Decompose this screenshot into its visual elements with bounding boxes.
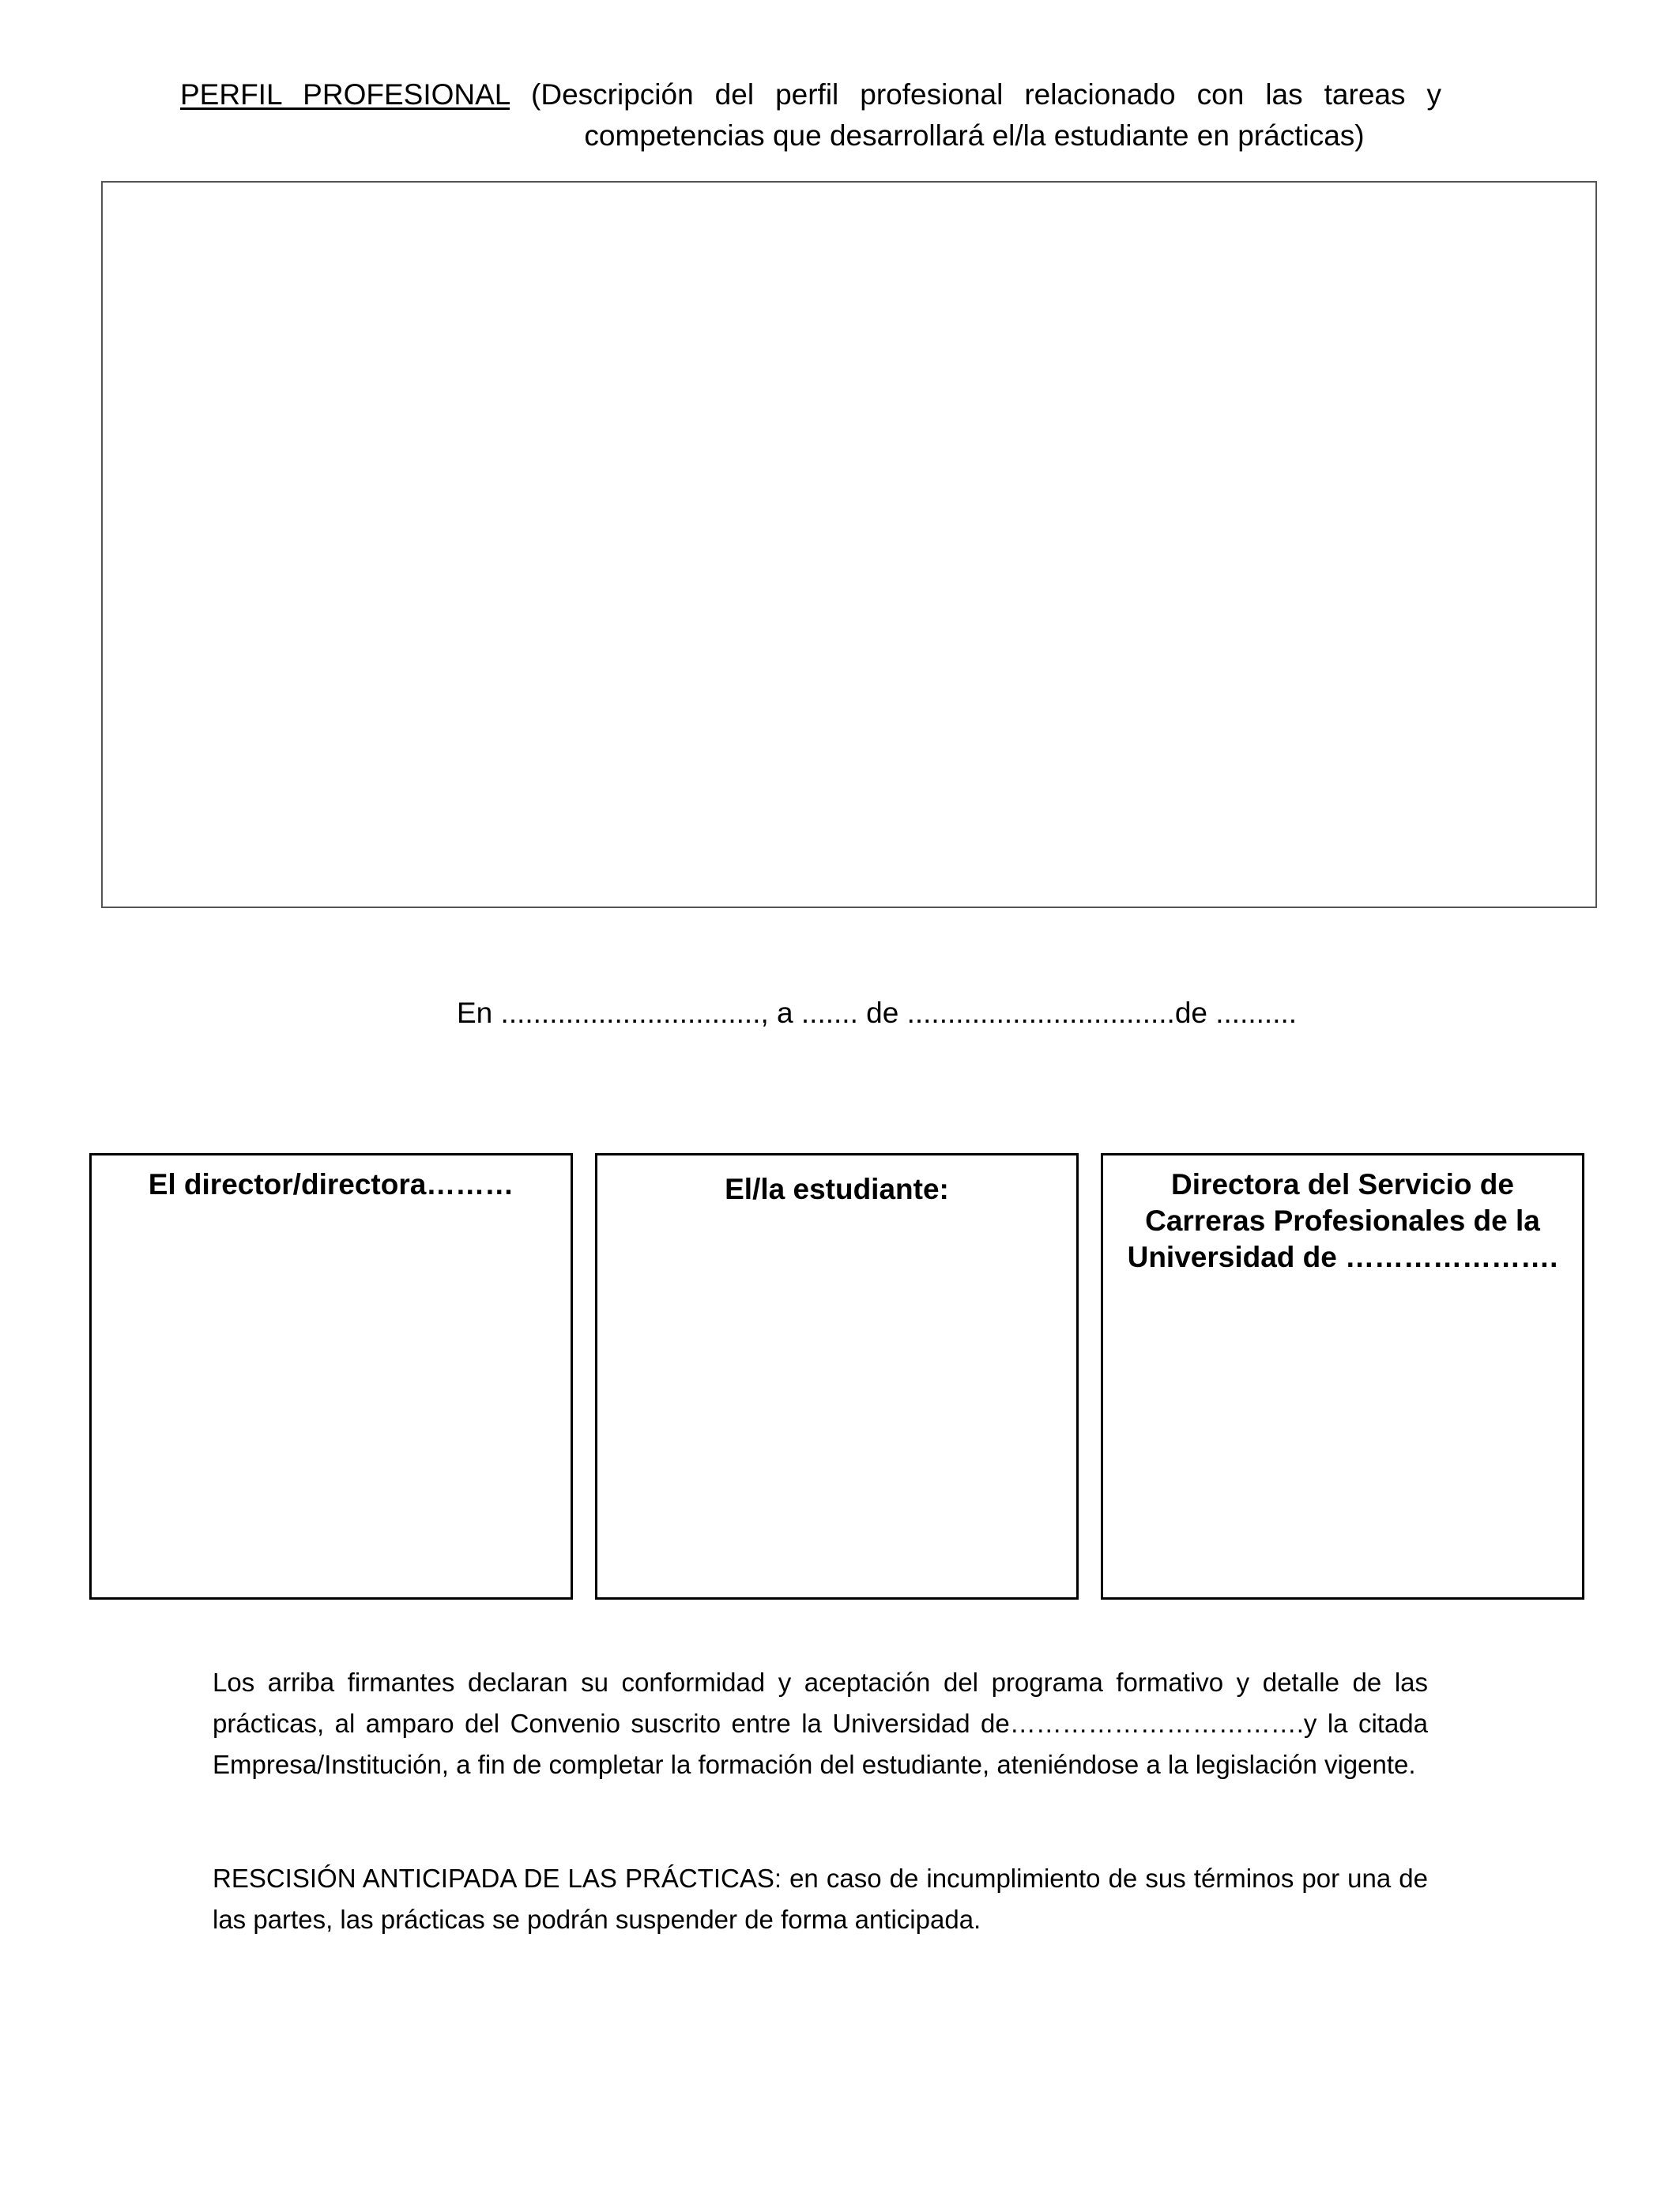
profile-description-box[interactable]	[101, 181, 1597, 908]
signature-label-career-services-line2: Carreras Profesionales de la	[1145, 1204, 1540, 1237]
signature-label-career-services-line1: Directora del Servicio de	[1171, 1168, 1514, 1201]
section-description-continuation	[0, 115, 1680, 156]
conformity-paragraph: Los arriba firmantes declaran su conformidad y aceptación del programa formativo y detalle de las prácticas, al amparo del Convenio suscrito entre la Universidad de…………………………….y la citada Empresa/Institución, a fin de completar la formación del estudiante, ateniéndose a la legislación vigente.	[213, 1668, 1428, 1779]
signature-label-director: El director/directora………	[148, 1168, 514, 1201]
section-title: PERFIL PROFESIONAL	[180, 78, 510, 111]
section-header	[180, 74, 1441, 115]
signature-box-student[interactable]	[595, 1153, 1079, 1600]
signature-box-director[interactable]	[89, 1153, 573, 1600]
section-description-line1: (Descripción del perfil profesional relacionado con las tareas y	[531, 78, 1442, 111]
date-place-line: En ................................, a ....... de .................................de ..........	[457, 997, 1298, 1029]
signature-box-career-services-director[interactable]	[1101, 1153, 1584, 1600]
section-description-line2: competencias que desarrollará el/la estudiante en prácticas)	[584, 119, 1365, 152]
signature-label-student: El/la estudiante:	[725, 1173, 949, 1205]
signature-label-career-services-line3: Universidad de ………………….	[1127, 1241, 1558, 1273]
rescission-paragraph: RESCISIÓN ANTICIPADA DE LAS PRÁCTICAS: en caso de incumplimiento de sus términos por una de las partes, las prácticas se podrán suspender de forma anticipada.	[213, 1864, 1428, 1934]
